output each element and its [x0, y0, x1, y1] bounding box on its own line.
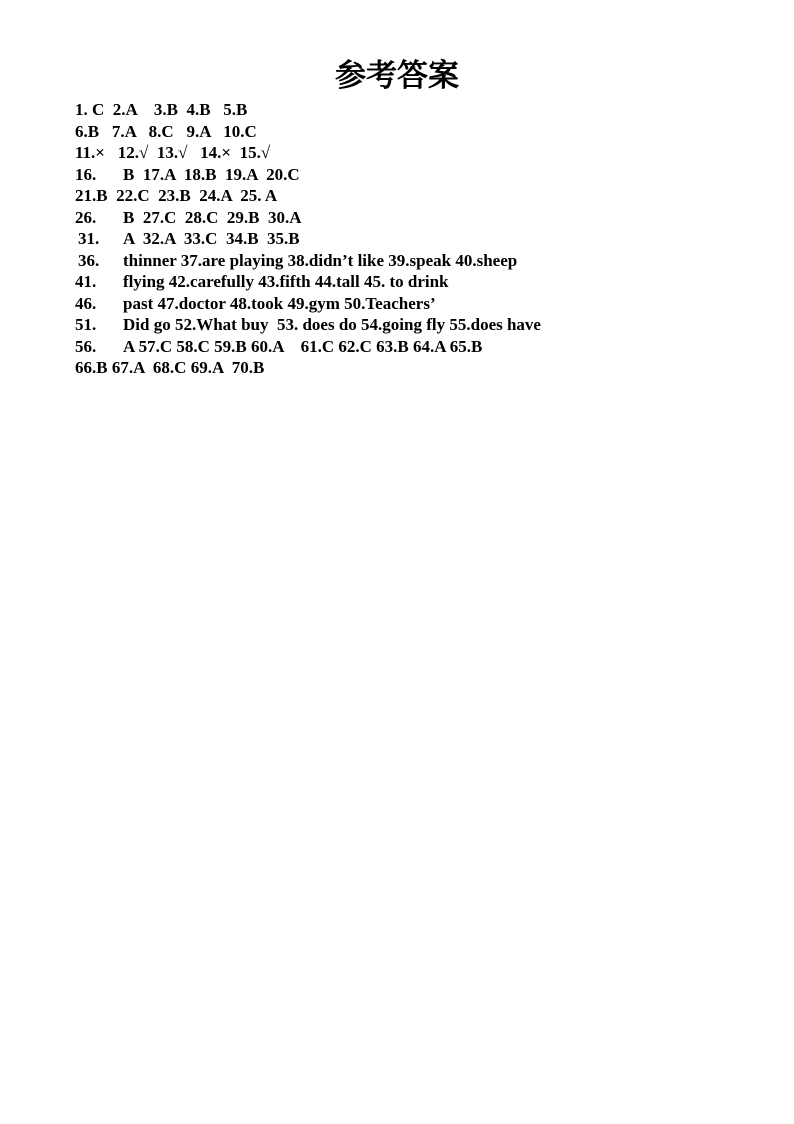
- question-number: 16.: [75, 164, 97, 184]
- answer-text: 66.B 67.A 68.C 69.A 70.B: [75, 358, 265, 377]
- answer-text: A 32.A 33.C 34.B 35.B: [123, 229, 300, 248]
- answer-line-1-5: [75, 99, 541, 121]
- question-number: 36.: [78, 250, 100, 270]
- answer-line-66-70: [75, 357, 541, 379]
- answer-text: thinner 37.are playing 38.didn’t like 39.speak 40.sheep: [123, 250, 518, 270]
- question-number: 26.: [75, 207, 97, 227]
- answer-text: 6.B 7.A 8.C 9.A 10.C: [75, 121, 257, 141]
- answer-line-51-55: [75, 314, 541, 336]
- answer-text: 1. C 2.A 3.B 4.B 5.B: [75, 100, 248, 119]
- answer-text: B 27.C 28.C 29.B 30.A: [123, 207, 302, 227]
- answer-list: [75, 99, 541, 379]
- answer-line-46-50: [75, 293, 541, 315]
- answer-line-36-40: [75, 250, 541, 272]
- answer-text: 11.× 12.√ 13.√ 14.× 15.√: [75, 143, 271, 162]
- answer-line-56-65: [75, 336, 541, 358]
- answer-text: Did go 52.What buy 53. does do 54.going fly 55.does have: [123, 315, 541, 334]
- answer-line-41-45: [75, 271, 541, 293]
- question-number: 51.: [75, 315, 97, 334]
- answer-line-26-30: [75, 207, 541, 229]
- answer-text: flying 42.carefully 43.fifth 44.tall 45. to drink: [123, 272, 449, 291]
- answer-text: B 17.A 18.B 19.A 20.C: [123, 164, 300, 184]
- answer-line-6-10: [75, 121, 541, 143]
- answer-line-31-35: [75, 228, 541, 250]
- page-title: 参考答案: [335, 58, 459, 94]
- answer-line-21-25: [75, 185, 541, 207]
- answer-line-11-15: [75, 142, 541, 164]
- question-number: 56.: [75, 336, 97, 356]
- question-number: 31.: [78, 229, 100, 248]
- answer-line-16-20: [75, 164, 541, 186]
- answer-text: past 47.doctor 48.took 49.gym 50.Teachers’: [123, 293, 436, 313]
- answer-text: 21.B 22.C 23.B 24.A 25. A: [75, 186, 278, 205]
- question-number: 41.: [75, 272, 97, 291]
- question-number: 46.: [75, 293, 97, 313]
- answer-text: A 57.C 58.C 59.B 60.A 61.C 62.C 63.B 64.A 65.B: [123, 336, 483, 356]
